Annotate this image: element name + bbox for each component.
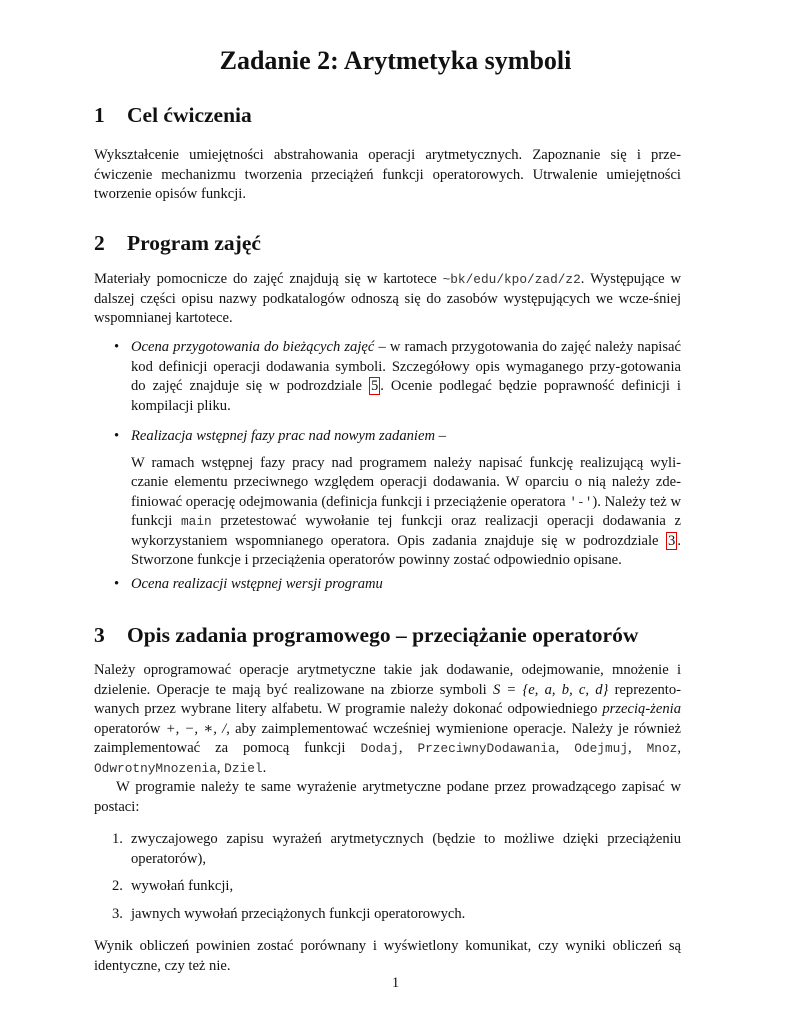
list-item — [131, 338, 681, 416]
text-run: Należy oprogramować operacje arytmetyczne takie jak dodawanie, odejmowanie, mnożenie i dzielenie. Operacje te mają być realizowane na zbiorze symboli — [94, 662, 681, 698]
separator: , — [398, 740, 418, 756]
function-name: PrzeciwnyDodawania — [417, 741, 556, 756]
text-run: reprezento-wanych przez wybrane litery alfabetu. W programie należy dokonać odpowiedniego — [94, 681, 682, 717]
paragraph — [94, 270, 681, 329]
text-run: przetestować wywołanie tej funkcji oraz realizacji operacji dodawania z wykorzystaniem wspomnianego operatora. Opis zadania znajduje się w podrozdziale — [131, 513, 681, 549]
text-run: , aby zaimplementować wcześniej wymienione operacje. Należy je również zaimplementować za pomocą funkcji — [94, 720, 682, 756]
text-run: ). Należy też w funkcji — [131, 493, 681, 529]
directory-path: ~bk/edu/kpo/zad/z2 — [442, 272, 581, 287]
list-marker: 3. — [112, 905, 123, 922]
text-run: Materiały pomocnicze do zajęć znajdują się w kartotece — [94, 271, 443, 287]
text-run: operatorów — [94, 720, 166, 737]
code-operator: '-' — [569, 494, 593, 510]
paragraph — [94, 661, 681, 778]
section-1-heading — [94, 101, 681, 129]
section-reference-link[interactable]: 3 — [668, 532, 676, 549]
list-marker: 2. — [112, 878, 123, 894]
section-3-body — [94, 661, 681, 976]
numbered-list-item — [94, 830, 681, 869]
separator: , — [555, 740, 575, 756]
section-number: 3 — [94, 623, 105, 647]
bullet-marker: • — [114, 576, 120, 592]
numbered-list-item — [94, 905, 681, 925]
separator: . — [262, 759, 267, 776]
bullet-marker: • — [114, 339, 120, 355]
item-title: Realizacja wstępnej fazy prac nad nowym zadaniem – — [131, 428, 446, 444]
text-run: . Ocenie podlegać będzie poprawność definicji i kompilacji pliku. — [131, 378, 681, 414]
section-number: 2 — [94, 231, 105, 255]
section-1-body — [94, 146, 681, 205]
separator: , — [628, 740, 647, 756]
function-name: Dziel — [224, 760, 263, 776]
code-main: main — [181, 514, 212, 529]
section-2-heading — [94, 229, 681, 257]
list-item — [131, 454, 681, 571]
paragraph: Wykształcenie umiejętności abstrahowania operacji arytmetycznych. Zapoznanie się i prze-ćwiczenie mechanizmu tworzenia przeciążeń funkcji operatorowych. Utrwalenie umiejętności tworzenie opisów funkcji. — [94, 147, 681, 202]
section-reference-link[interactable]: 5 — [370, 378, 379, 394]
item-title: Ocena realizacji wstępnej wersji programu — [131, 576, 383, 592]
list-item-text: zwyczajowego zapisu wyrażeń arytmetycznych (będzie to możliwe dzięki przeciążeniu operatorów), — [131, 831, 681, 867]
function-name: Mnoz — [646, 741, 678, 756]
text-run: . Stworzone funkcje i przeciążenia operatorów powinny zostać odpowiednio opisane. — [131, 532, 681, 568]
math-set: S = {e, a, b, c, d} — [492, 681, 609, 698]
section-2-intro — [94, 270, 681, 329]
list-item-text: jawnych wywołań przeciążonych funkcji operatorowych. — [131, 905, 466, 922]
page-number: 1 — [391, 975, 400, 991]
list-item-text: wywołań funkcji, — [131, 878, 234, 894]
text-run: – w ramach przygotowania do zajęć należy napisać kod definicji operacji dodawania symboli. Szczegółowy opis wymaganego przy-gotowania do zajęć znajduje się w podrozdziale — [131, 339, 681, 394]
list-marker: 1. — [112, 831, 123, 847]
bullet-marker: • — [114, 428, 120, 444]
function-name: OdwrotnyMnozenia — [94, 760, 217, 776]
bullet-item-3 — [94, 575, 681, 595]
document-title: Zadanie 2: Arytmetyka symboli — [219, 46, 572, 75]
section-title: Opis zadania programowego – przeciążanie operatorów — [127, 623, 639, 647]
emphasis: przecią-żenia — [602, 701, 681, 717]
separator: , — [216, 759, 225, 776]
paragraph: W programie należy te same wyrażenie arytmetyczne podane przez prowadzącego zapisać w postaci: — [94, 779, 681, 815]
numbered-list-item — [94, 877, 681, 897]
bullet-item-1 — [94, 338, 681, 416]
text-run: . Występujące w dalszej części opisu nazwy podkatalogów odnoszą się do zasobów występujących we wcze-śniej wspomnianej kartotece. — [94, 271, 681, 326]
function-name: Odejmuj — [574, 741, 629, 756]
section-3-heading — [94, 621, 681, 649]
section-title: Cel ćwiczenia — [127, 103, 252, 127]
separator: , — [677, 740, 681, 756]
item-title: Ocena przygotowania do bieżących zajęć — [131, 339, 375, 355]
paragraph: Wynik obliczeń powinien zostać porównany i wyświetlony komunikat, czy wyniki obliczeń są identyczne, czy też nie. — [94, 938, 681, 974]
text-run: W ramach wstępnej fazy pracy nad programem należy napisać funkcję realizującą wyli-czanie elementu przeciwnego względem operacji dodawania. W oparciu o nią należy zde-finiować operację odejmowania (definicja funkcji i przeciążenie operatora — [131, 454, 681, 510]
bullet-item-2 — [94, 427, 681, 571]
section-title: Program zajęć — [127, 231, 261, 255]
function-name: Dodaj — [360, 741, 399, 756]
section-number: 1 — [94, 103, 105, 127]
math-operators: +, −, ∗, / — [165, 720, 227, 737]
